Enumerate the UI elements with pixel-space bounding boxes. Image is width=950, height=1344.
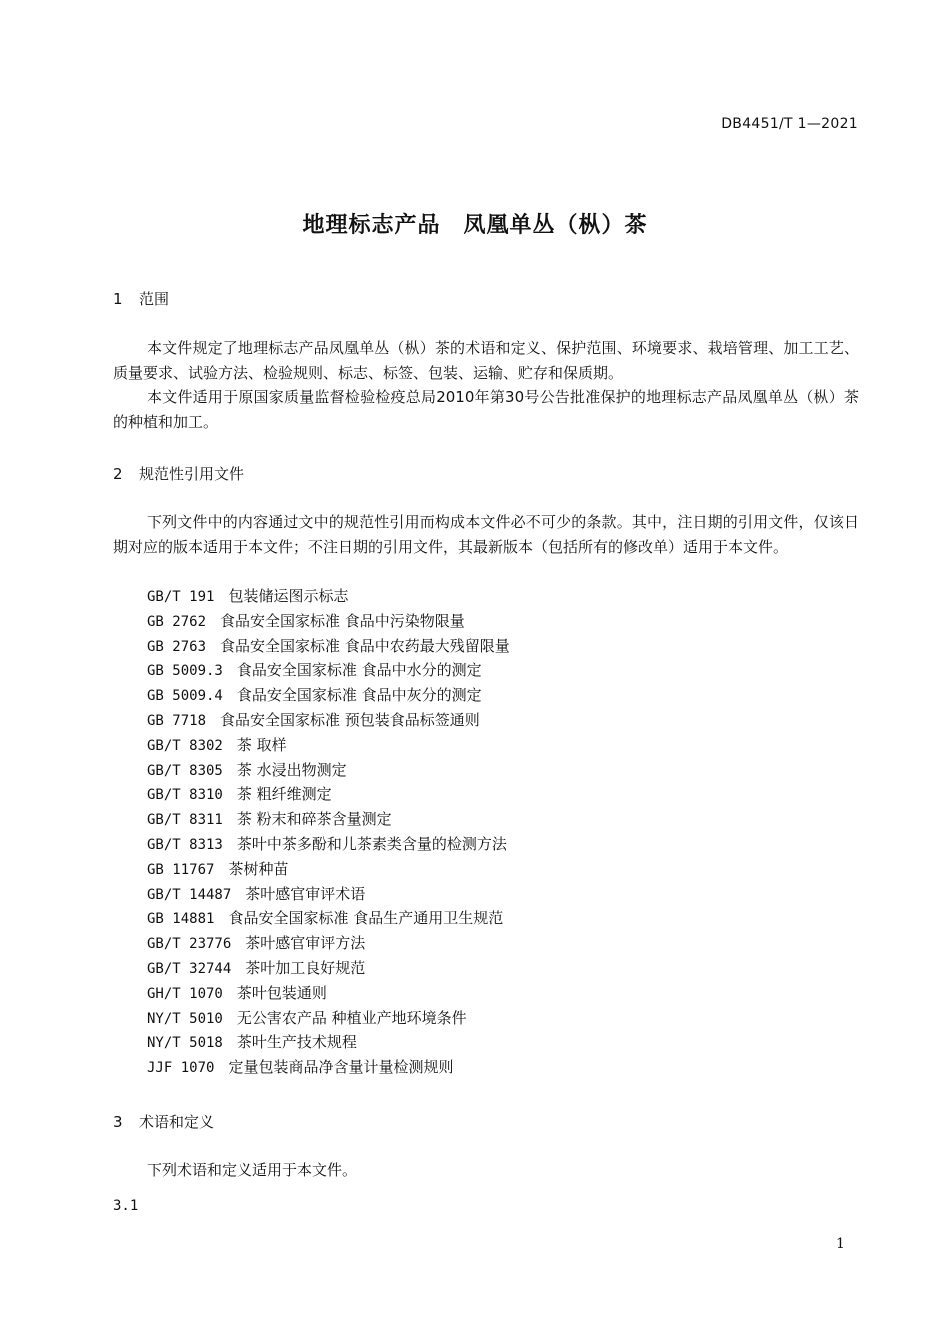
document-title: 地理标志产品 凤凰单丛（枞）茶	[302, 213, 648, 238]
reference-code: GB 5009.4	[147, 688, 223, 705]
reference-item	[147, 758, 510, 783]
section-title: 术语和定义	[139, 1113, 215, 1131]
reference-title: 无公害农产品 种植业产地环境条件	[236, 1008, 467, 1027]
reference-code: GB 11767	[147, 861, 215, 878]
reference-item	[147, 584, 510, 609]
reference-code: GB/T 8313	[147, 836, 223, 853]
reference-item	[147, 1030, 510, 1055]
normative-references-list	[147, 584, 510, 1080]
reference-code: GB/T 14487	[147, 886, 232, 903]
reference-code: JJF 1070	[147, 1060, 215, 1077]
reference-code: GH/T 1070	[147, 985, 223, 1002]
reference-code: GB/T 32744	[147, 960, 232, 977]
reference-title: 茶树种苗	[228, 859, 289, 878]
page-number: 1	[836, 1236, 845, 1252]
reference-item	[147, 882, 510, 907]
clause-number: 3.1	[113, 1198, 139, 1214]
reference-title: 茶叶感官审评术语	[245, 884, 366, 903]
section-heading-1	[113, 288, 169, 309]
section-heading-3	[113, 1111, 214, 1132]
reference-code: GB 14881	[147, 911, 215, 928]
paragraph: 本文件适用于原国家质量监督检验检疫总局2010年第30号公告批准保护的地理标志产品凤凰单丛（枞）茶的种植和加工。	[113, 388, 859, 431]
section-number: 3	[113, 1113, 123, 1131]
reference-code: GB 2762	[147, 613, 207, 630]
reference-code: GB 7718	[147, 712, 207, 729]
reference-item	[147, 658, 510, 683]
reference-title: 茶 粉末和碎茶含量测定	[236, 810, 392, 829]
reference-item	[147, 906, 510, 931]
reference-title: 茶 取样	[236, 735, 287, 754]
reference-code: GB/T 191	[147, 589, 215, 605]
reference-title: 茶叶感官审评方法	[245, 934, 366, 953]
reference-item	[147, 857, 510, 882]
section-heading-2	[113, 463, 244, 484]
paragraph: 本文件规定了地理标志产品凤凰单丛（枞）茶的术语和定义、保护范围、环境要求、栽培管理、加工工艺、质量要求、试验方法、检验规则、标志、标签、包装、运输、贮存和保质期。	[113, 339, 859, 382]
reference-title: 茶叶加工良好规范	[245, 958, 366, 977]
reference-code: GB 2763	[147, 638, 207, 655]
reference-title: 茶 粗纤维测定	[236, 785, 332, 804]
reference-item	[147, 733, 510, 758]
reference-item	[147, 683, 510, 708]
reference-title: 茶叶中茶多酚和儿茶素类含量的检测方法	[236, 834, 507, 853]
reference-item	[147, 931, 510, 956]
reference-title: 包装储运图示标志	[228, 587, 349, 605]
reference-code: GB/T 8305	[147, 762, 223, 779]
reference-item	[147, 609, 510, 634]
reference-title: 茶叶包装通则	[236, 983, 327, 1002]
reference-code: GB/T 23776	[147, 936, 232, 953]
reference-code: NY/T 5018	[147, 1035, 223, 1052]
section-title: 范围	[139, 290, 170, 308]
reference-code: GB/T 8311	[147, 812, 223, 829]
paragraph: 下列术语和定义适用于本文件。	[147, 1161, 358, 1179]
paragraph: 下列文件中的内容通过文中的规范性引用而构成本文件必不可少的条款。其中，注日期的引用文件，仅该日期对应的版本适用于本文件；不注日期的引用文件，其最新版本（包括所有的修改单）适用于本文件。	[113, 513, 859, 556]
reference-title: 食品安全国家标准 食品中水分的测定	[236, 661, 482, 680]
reference-title: 食品安全国家标准 食品中灰分的测定	[236, 686, 482, 705]
section-number: 2	[113, 465, 123, 483]
reference-item	[147, 1006, 510, 1031]
reference-item	[147, 1055, 510, 1080]
reference-code: GB 5009.3	[147, 663, 223, 680]
reference-item	[147, 782, 510, 807]
reference-item	[147, 634, 510, 659]
reference-title: 食品安全国家标准 食品中农药最大残留限量	[220, 636, 510, 655]
section-title: 规范性引用文件	[139, 465, 245, 483]
reference-title: 定量包装商品净含量计量检测规则	[228, 1058, 454, 1077]
reference-item	[147, 832, 510, 857]
reference-code: NY/T 5010	[147, 1010, 223, 1027]
reference-title: 食品安全国家标准 预包装食品标签通则	[220, 710, 480, 729]
reference-item	[147, 956, 510, 981]
reference-item	[147, 708, 510, 733]
reference-title: 食品安全国家标准 食品生产通用卫生规范	[228, 909, 504, 928]
reference-item	[147, 807, 510, 832]
reference-title: 食品安全国家标准 食品中污染物限量	[220, 611, 465, 630]
reference-item	[147, 981, 510, 1006]
reference-title: 茶 水浸出物测定	[236, 760, 347, 779]
section-number: 1	[113, 290, 123, 308]
reference-code: GB/T 8302	[147, 737, 223, 754]
document-code: DB4451/T 1—2021	[721, 116, 858, 132]
reference-code: GB/T 8310	[147, 787, 223, 804]
reference-title: 茶叶生产技术规程	[236, 1033, 357, 1052]
